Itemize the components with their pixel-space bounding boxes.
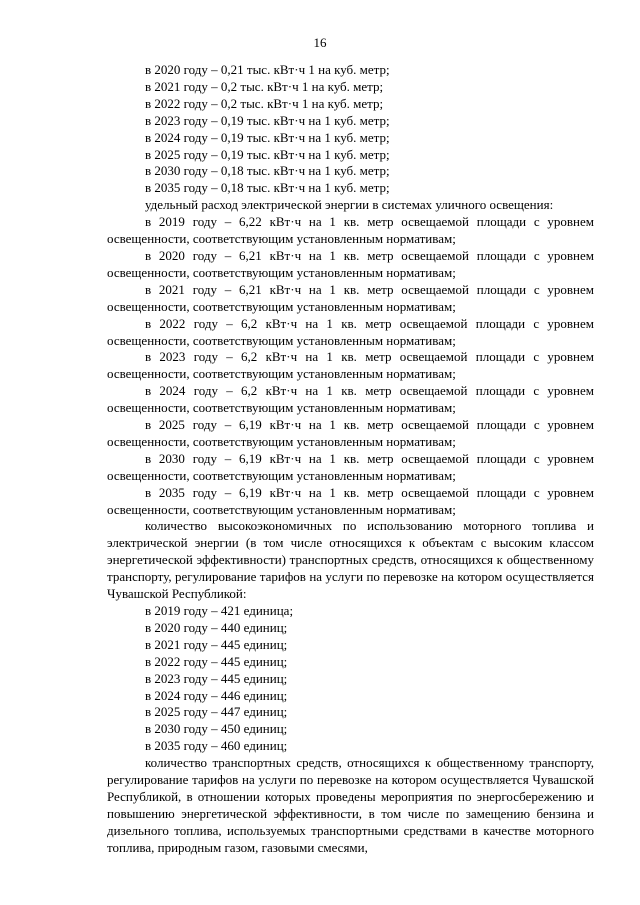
list-item: в 2024 году – 0,19 тыс. кВт·ч на 1 куб. метр; xyxy=(145,129,390,145)
transport-heading: количество высокоэкономичных по использованию моторного топлива и электрической энергии (в том числе относящихся к объектам с высоким классом энергетической эффективности) транспортных средств, относящихся к общественному транспорту, регулирование тарифов на услуги по перевозке на котором осуществляется Чувашской Республикой: xyxy=(107,518,594,602)
list-item: в 2035 году – 6,19 кВт·ч на 1 кв. метр освещаемой площади с уровнем освещенности, соответствующим установленным нормативам; xyxy=(107,484,594,517)
list-item: в 2035 году – 460 единиц; xyxy=(145,738,288,754)
electricity-per-cubic-meter-list xyxy=(107,62,594,197)
list-item: в 2025 году – 6,19 кВт·ч на 1 кв. метр освещаемой площади с уровнем освещенности, соответствующим установленным нормативам; xyxy=(107,417,594,449)
list-item: в 2019 году – 6,22 кВт·ч на 1 кв. метр освещаемой площади с уровнем освещенности, соответствующим установленным нормативам; xyxy=(107,214,594,247)
list-item: в 2022 году – 0,2 тыс. кВт·ч 1 на куб. метр; xyxy=(145,95,384,111)
page-number: 16 xyxy=(313,35,327,50)
list-item: в 2021 году – 0,2 тыс. кВт·ч 1 на куб. метр; xyxy=(145,78,384,94)
list-item: в 2021 году – 445 единиц; xyxy=(145,636,288,652)
list-item: в 2021 году – 6,21 кВт·ч на 1 кв. метр освещаемой площади с уровнем освещенности, соответствующим установленным нормативам; xyxy=(107,281,594,314)
list-item: в 2020 году – 6,21 кВт·ч на 1 кв. метр освещаемой площади с уровнем освещенности, соответствующим установленным нормативам; xyxy=(107,247,594,280)
list-item: в 2023 году – 445 единиц; xyxy=(145,670,288,686)
list-item: в 2030 году – 0,18 тыс. кВт·ч на 1 куб. метр; xyxy=(145,163,390,179)
list-item: в 2022 году – 445 единиц; xyxy=(145,653,288,669)
document-body xyxy=(107,62,594,857)
list-item: в 2030 году – 450 единиц; xyxy=(145,721,288,737)
list-item: в 2020 году – 440 единиц; xyxy=(145,619,288,635)
list-item: в 2024 году – 6,2 кВт·ч на 1 кв. метр освещаемой площади с уровнем освещенности, соответствующим установленным нормативам; xyxy=(107,383,594,416)
street-lighting-list xyxy=(107,214,594,518)
list-item: в 2024 году – 446 единиц; xyxy=(145,687,288,703)
list-item: в 2030 году – 6,19 кВт·ч на 1 кв. метр освещаемой площади с уровнем освещенности, соответствующим установленным нормативам; xyxy=(107,450,594,483)
list-item: в 2019 году – 421 единица; xyxy=(145,603,294,618)
list-item: в 2022 году – 6,2 кВт·ч на 1 кв. метр освещаемой площади с уровнем освещенности, соответствующим установленным нормативам; xyxy=(107,315,594,348)
list-item: в 2023 году – 6,2 кВт·ч на 1 кв. метр освещаемой площади с уровнем освещенности, соответствующим установленным нормативам; xyxy=(107,349,594,382)
list-item: в 2025 году – 447 единиц; xyxy=(145,704,288,720)
list-item: в 2025 году – 0,19 тыс. кВт·ч на 1 куб. метр; xyxy=(145,146,390,162)
list-item: в 2035 году – 0,18 тыс. кВт·ч на 1 куб. метр; xyxy=(145,180,390,196)
transport-list xyxy=(107,603,594,755)
street-lighting-heading: удельный расход электрической энергии в системах уличного освещения: xyxy=(145,197,554,213)
list-item: в 2023 году – 0,19 тыс. кВт·ч на 1 куб. метр; xyxy=(145,112,390,128)
list-item: в 2020 году – 0,21 тыс. кВт·ч 1 на куб. метр; xyxy=(145,62,390,77)
final-paragraph: количество транспортных средств, относящихся к общественному транспорту, регулирование тарифов на услуги по перевозке на котором осуществляется Чувашской Республикой, в отношении которых проведены мероприятия по энергосбережению и повышению энергетической эффективности, в том числе по замещению бензина и дизельного топлива, используемых транспортными средствами в качестве моторного топлива, природным газом, газовыми смесями, xyxy=(107,755,594,855)
